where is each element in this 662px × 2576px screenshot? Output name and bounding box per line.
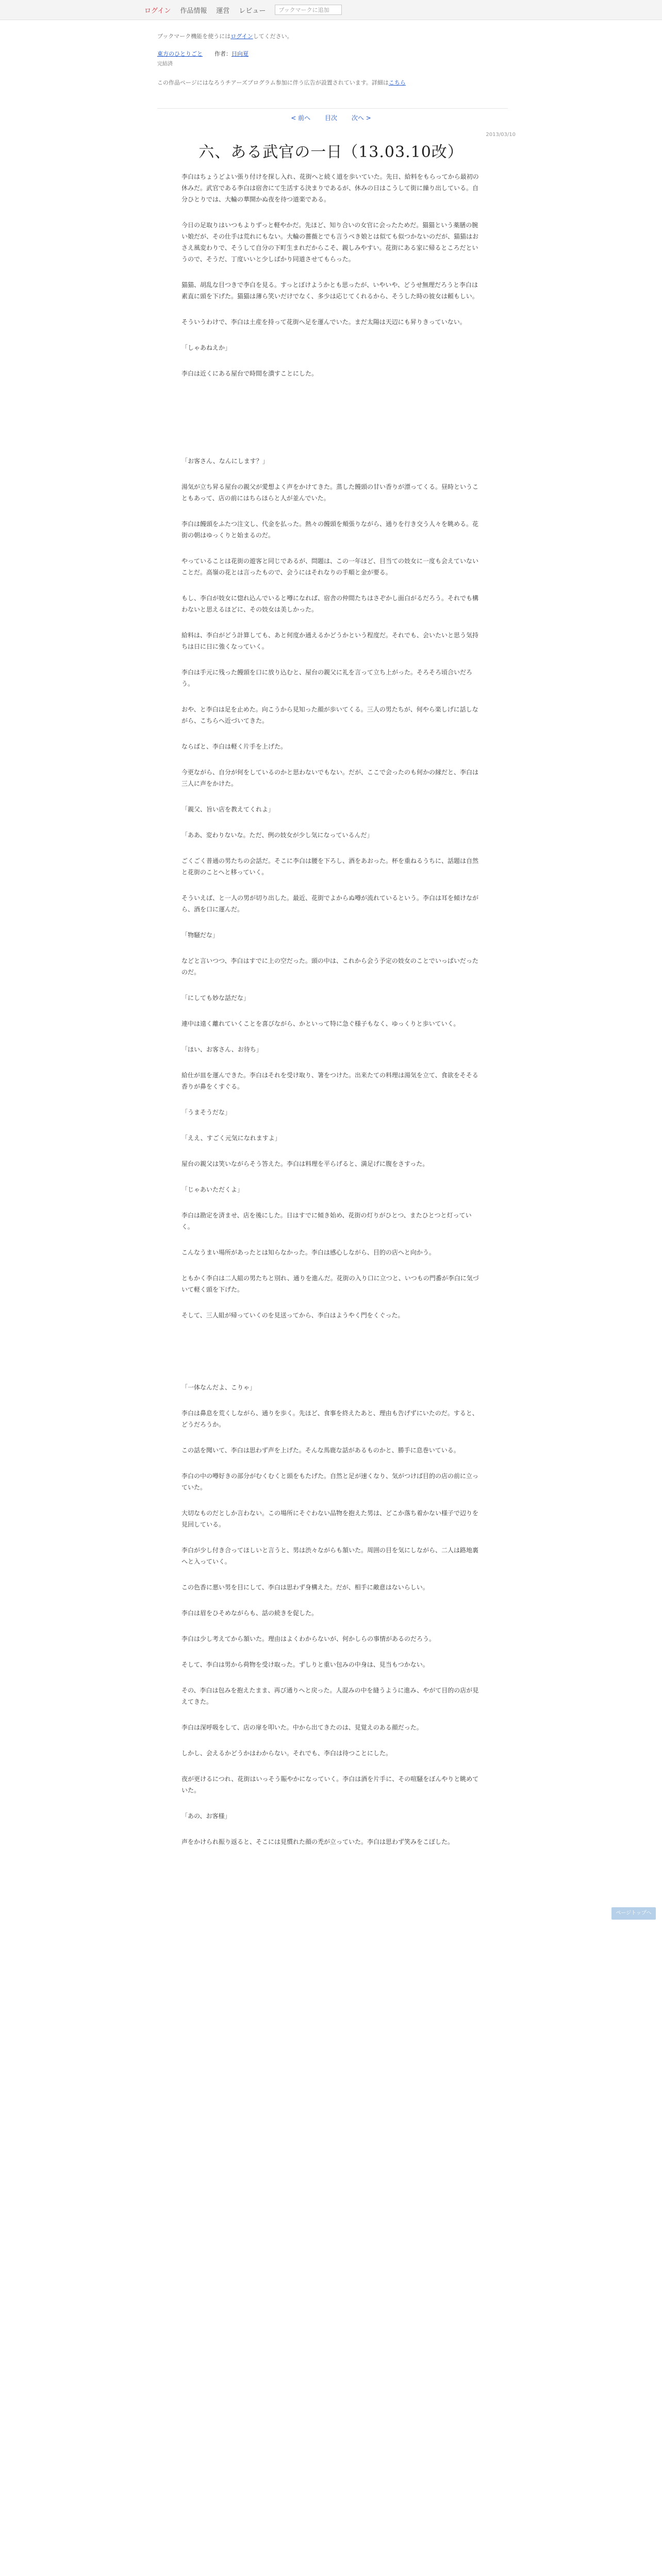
ad-note-link[interactable]: こちら — [388, 79, 406, 86]
paragraph: 連中は遠く離れていくことを喜びながら、かといって特に急ぐ様子もなく、ゆっくりと歩いていく。 — [181, 1020, 460, 1027]
paragraph: 「じゃあいただくよ」 — [181, 1186, 244, 1193]
paragraph: 給仕が皿を運んできた。李白はそれを受け取り、箸をつけた。出来たての料理は湯気を立て、食欲をそそる香りが鼻をくすぐる。 — [181, 1072, 478, 1090]
notice-suffix: してください。 — [253, 33, 293, 40]
paragraph: 李白はちょうどよい張り付けを探し入れ、花街へと続く道を歩いていた。先日、給料をもらってから最初の休みだ。武官である李白は宿舎にて生活する決まりであるが、休みの日はこうして街に繰り出している。自分ひとりでは、大輪の華開かぬ夜を待つ道楽である。 — [181, 173, 479, 203]
paragraph: 「一体なんだよ、こりゃ」 — [181, 1384, 256, 1391]
work-header — [157, 32, 508, 88]
paragraph: もし、李白が妓女に惚れ込んでいると噂になれば、宿舎の仲間たちはさぞかし面白がるだろう。それでも構わないと思えるほどに、その妓女は美しかった。 — [181, 595, 479, 613]
paragraph: ともかく李白は二人組の男たちと別れ、通りを進んだ。花街の入り口に立つと、いつもの門番が李白に気づいて軽く頭を下げた。 — [181, 1275, 479, 1293]
series-title-link[interactable]: 東方のひとりごと — [157, 50, 203, 57]
paragraph: 李白は深呼吸をして、店の扉を叩いた。中から出てきたのは、見覚えのある顔だった。 — [181, 1724, 423, 1731]
paragraph: 李白は少し考えてから頷いた。理由はよくわからないが、何かしらの事情があるのだろう。 — [181, 1635, 436, 1642]
body-section-a — [181, 171, 483, 379]
paragraph: 「うまそうだな」 — [181, 1109, 231, 1116]
paragraph: そして、李白は男から荷物を受け取った。ずしりと重い包みの中身は、見当もつかない。 — [181, 1661, 429, 1668]
paragraph: 李白は眉をひそめながらも、話の続きを促した。 — [181, 1609, 318, 1617]
chapter-title: 六、ある武官の一日（13.03.10改） — [198, 143, 464, 161]
page-top-button[interactable]: ページトップへ — [611, 1907, 656, 1920]
paragraph: 李白が少し付き合ってほしいと言うと、男は渋々ながらも頷いた。周囲の目を気にしながら、二人は路地裏へと入っていく。 — [181, 1547, 479, 1565]
paragraph: この話を聞いて、李白は思わず声を上げた。そんな馬鹿な話があるものかと、勝手に息巻いている。 — [181, 1447, 460, 1454]
notice-prefix: ブックマーク機能を使うには — [157, 33, 231, 40]
paragraph: ならばと、李白は軽く片手を上げた。 — [181, 743, 287, 750]
paragraph: 「しゃあねえか」 — [181, 344, 231, 351]
body-section-c — [181, 1382, 483, 1848]
paragraph: こんなうまい場所があったとは知らなかった。李白は感心しながら、目的の店へと向かう。 — [181, 1249, 435, 1256]
paragraph: そういうわけで、李白は土産を持って花街へ足を運んでいた。まだ太陽は天辺にも昇りきっていない。 — [181, 318, 466, 326]
paragraph: などと言いつつ、李白はすでに上の空だった。頭の中は、これから会う予定の妓女のことでいっぱいだったのだ。 — [181, 957, 478, 976]
paragraph: 李白は鼻息を荒くしながら、通りを歩く。先ほど、食事を終えたあと、理由も告げずにいたのだ。すると、どうだろうか。 — [181, 1410, 478, 1428]
paragraph: ごくごく普通の男たちの会話だ。そこに李白は腰を下ろし、酒をあおった。杯を重ねるうちに、話題は自然と花街のことへと移っていく。 — [181, 857, 479, 876]
paragraph: 猫猫、胡乱な目つきで李白を見る。すっとぼけようかとも思ったが、いやいや、どうせ無理だろうと李白は素直に頭を下げた。猫猫は薄ら笑いだけでなく、多少は応じてくれるから、そうした時の彼女は頼もしい。 — [181, 281, 478, 300]
toc-link[interactable]: 目次 — [324, 114, 337, 122]
paragraph: 湯気が立ち昇る屋台の親父が愛想よく声をかけてきた。蒸した饅頭の甘い香りが漂ってくる。昼時ということもあって、店の前にはちらほらと人が並んでいた。 — [181, 483, 479, 502]
paragraph: 声をかけられ振り返ると、そこには見慣れた顔の禿が立っていた。李白は思わず笑みをこぼした。 — [181, 1838, 454, 1845]
status-badge: 完結済 — [157, 61, 173, 67]
nav-item-review[interactable]: レビュー — [239, 7, 266, 15]
paragraph: 「物騒だな」 — [181, 931, 219, 939]
ad-note — [157, 78, 508, 88]
paragraph: 「ほい、お客さん、お待ち」 — [181, 1046, 262, 1053]
nav-item-admin[interactable]: 運営 — [216, 7, 230, 15]
bookmark-notice — [157, 32, 508, 41]
paragraph: 「にしても妙な話だな」 — [181, 994, 250, 1002]
nav-item-works[interactable]: 作品情報 — [180, 7, 207, 15]
post-date: 2013/03/10 — [486, 132, 516, 138]
paragraph: そして、三人組が帰っていくのを見送ってから、李白はようやく門をくぐった。 — [181, 1312, 404, 1319]
paragraph: その、李白は包みを抱えたまま、再び通りへと戻った。人混みの中を縫うように進み、やがて目的の店が見えてきた。 — [181, 1687, 479, 1705]
paragraph: 今更ながら、自分が何をしているのかと思わないでもない。だが、ここで会ったのも何かの縁だと、李白は三人に声をかけた。 — [181, 769, 479, 787]
paragraph: 屋台の親父は笑いながらそう答えた。李白は料理を平らげると、満足げに腹をさすった。 — [181, 1160, 429, 1167]
paragraph: しかし、会えるかどうかはわからない。それでも、李白は待つことにした。 — [181, 1750, 392, 1757]
prev-chapter-link[interactable]: < 前へ — [291, 114, 311, 122]
work-meta: 東方のひとりごと 作者：日向夏 — [157, 50, 249, 57]
paragraph: 李白は勘定を済ませ、店を後にした。日はすでに傾き始め、花街の灯りがひとつ、またひとつと灯っていく。 — [181, 1212, 472, 1230]
next-chapter-link[interactable]: 次へ > — [351, 114, 371, 122]
paragraph: 李白は近くにある屋台で時間を潰すことにした。 — [181, 370, 318, 377]
paragraph: 夜が更けるにつれ、花街はいっそう賑やかになっていく。李白は酒を片手に、その喧騒をぼんやりと眺めていた。 — [181, 1775, 479, 1794]
paragraph: 李白は饅頭をふたつ注文し、代金を払った。熱々の饅頭を頬張りながら、通りを行き交う人々を眺める。花街の朝はゆっくりと始まるのだ。 — [181, 520, 479, 539]
chapter-pager — [0, 113, 662, 122]
paragraph: やっていることは花街の遊客と同じであるが、問題は、この一年ほど、目当ての妓女に一度も会えていないことだ。高嶺の花とは言ったもので、会うにはそれなりの手順と金が要る。 — [181, 557, 479, 576]
paragraph: 「あの、お客様」 — [181, 1812, 231, 1820]
chapter-body — [181, 171, 483, 1862]
paragraph: 「ああ、変わりないな。ただ、例の妓女が少し気になっているんだ」 — [181, 832, 373, 839]
author-link[interactable]: 日向夏 — [231, 50, 249, 57]
paragraph: おや、と李白は足を止めた。向こうから見知った顔が歩いてくる。三人の男たちが、何やら楽しげに話しながら、こちらへ近づいてきた。 — [181, 706, 478, 724]
paragraph: 今日の足取りはいつもよりずっと軽やかだ。先ほど、知り合いの女官に会ったためだ。猫猫という薬膳の腕い娘だが、その仕手は荒れにもない。大輪の薔薇とでも言うべき娘とは似ても似つかないのだが、猫猫はおさえ風変わりで、そうして自分の下町生まれだからこそ、親しみやすい。花街にある家に帰るところだというので、そうだ、丁度いいと少しばかり同道させてもらった。 — [181, 222, 479, 263]
paragraph: 大切なものだとしか言わない。この場所にそぐわない品物を抱えた男は、どこか落ち着かない様子で辺りを見回している。 — [181, 1510, 479, 1528]
paragraph: 李白の中の噂好きの部分がむくむくと頭をもたげた。自然と足が速くなり、気がつけば目的の店の前に立っていた。 — [181, 1472, 479, 1491]
paragraph: 給料は、李白がどう計算しても、あと何度か通えるかどうかという程度だ。それでも、会いたいと思う気持ちは日に日に強くなっていく。 — [181, 632, 479, 650]
ad-note-text: この作品ページにはなろうチアーズプログラム参加に伴う広告が設置されています。詳細は — [157, 79, 389, 86]
paragraph: 「親父、旨い店を教えてくれよ」 — [181, 806, 275, 813]
paragraph: 「ええ、すごく元気になれますよ」 — [181, 1134, 281, 1142]
login-link[interactable]: ログイン — [144, 7, 171, 15]
notice-login-link[interactable]: ログイン — [230, 33, 253, 40]
author-label: 作者 — [214, 50, 226, 57]
paragraph: 「お客さん、なんにします？」 — [181, 457, 269, 465]
paragraph: この色香に悪い男を目にして、李白は思わず身構えた。だが、相手に敵意はないらしい。 — [181, 1584, 429, 1591]
paragraph: 李白は手元に残った饅頭を口に放り込むと、屋台の親父に礼を言って立ち上がった。そろそろ頃合いだろう。 — [181, 669, 473, 687]
body-section-b — [181, 455, 483, 1321]
header-divider — [157, 108, 508, 109]
top-nav-bar — [0, 0, 662, 20]
bookmark-button[interactable]: ブックマークに追加 — [275, 5, 342, 15]
paragraph: そういえば、と一人の男が切り出した。最近、花街でよからぬ噂が流れているという。李白は耳を傾けながら、酒を口に運んだ。 — [181, 894, 479, 913]
top-nav-inner — [144, 0, 342, 20]
